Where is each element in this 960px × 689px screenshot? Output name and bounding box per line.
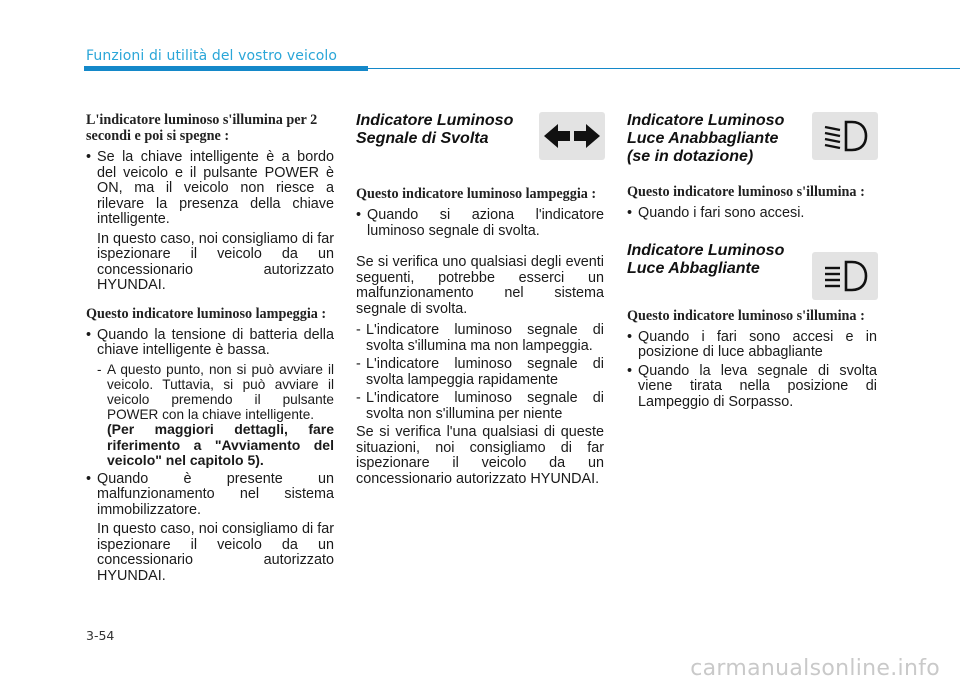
low-beam-title: Indicatore Luminoso Luce Anabbagliante (se in dotazione)	[627, 112, 785, 165]
heading-illuminates-2s: L'indicatore luminoso s'illumina per 2 secondi e poi si spegne :	[86, 112, 318, 144]
section-title: Funzioni di utilità del vostro veicolo	[86, 48, 338, 64]
list-item: • Quando i fari sono accesi e in posizione di luce abbagliante	[627, 328, 877, 360]
list-item: • Quando la leva segnale di svolta viene tirata nella posizione di Lampeggio di Sorpasso.	[627, 362, 877, 410]
high-beam-headlight-icon	[812, 252, 878, 300]
list-item: • Quando la tensione di batteria della chiave intelligente è bassa.	[86, 326, 334, 358]
heading-illuminates: Questo indicatore luminoso s'illumina :	[627, 307, 865, 324]
list-item: - L'indicatore luminoso segnale di svolta lampeggia rapidamente	[356, 356, 604, 388]
turn-signal-arrows-icon	[539, 112, 605, 160]
heading-blinks: Questo indicatore luminoso lampeggia :	[356, 186, 597, 202]
malfunction-paragraph: Se si verifica uno qualsiasi degli eventi seguenti, potrebbe esserci un malfunzionamento nel sistema segnale di svolta.	[356, 254, 604, 317]
heading-illuminates: Questo indicatore luminoso s'illumina :	[627, 184, 865, 200]
low-beam-headlight-icon	[812, 112, 878, 160]
heading-blinks: Questo indicatore luminoso lampeggia :	[86, 305, 327, 322]
high-beam-title: Indicatore Luminoso Luce Abbagliante	[627, 241, 785, 277]
sub-list-item: - A questo punto, non si può avviare il veicolo. Tuttavia, si può avviare il veicolo premendo il pulsante POWER con la chiave intelligente. (Per maggiori dettagli, fare riferimento a "Avviamento del veicolo" nel capitolo 5).	[97, 361, 334, 468]
watermark: carmanualsonline.info	[690, 656, 940, 681]
list-item: - L'indicatore luminoso segnale di svolta s'illumina ma non lampeggia.	[356, 322, 604, 354]
header-accent-bar	[84, 66, 368, 71]
page-number: 3-54	[86, 628, 115, 643]
followup-text: In questo caso, noi consigliamo di far ispezionare il veicolo da un concessionario autorizzato HYUNDAI.	[97, 230, 334, 293]
list-item: • Quando è presente un malfunzionamento nel sistema immobilizzatore.	[86, 470, 334, 518]
header-rule	[368, 68, 960, 69]
list-item: • Quando i fari sono accesi.	[627, 205, 805, 221]
column-2	[356, 112, 604, 493]
recommendation-paragraph: Se si verifica l'una qualsiasi di queste situazioni, noi consigliamo di far ispezionare il veicolo da un concessionario autorizzato HYUNDAI.	[356, 424, 604, 487]
turn-signal-title: Indicatore Luminoso Segnale di Svolta	[356, 112, 514, 147]
list-item: • Quando si aziona l'indicatore luminoso segnale di svolta.	[356, 207, 604, 239]
column-1	[86, 112, 334, 584]
list-item: • Se la chiave intelligente è a bordo del veicolo e il pulsante POWER è ON, ma il veicolo non riesce a rilevare la presenza della chiave intelligente.	[86, 149, 334, 227]
reference-note: (Per maggiori dettagli, fare riferimento a "Avviamento del veicolo" nel capitolo 5).	[107, 421, 334, 468]
followup-text: In questo caso, noi consigliamo di far ispezionare il veicolo da un concessionario autorizzato HYUNDAI.	[97, 521, 334, 584]
list-item: - L'indicatore luminoso segnale di svolta non s'illumina per niente	[356, 390, 604, 422]
